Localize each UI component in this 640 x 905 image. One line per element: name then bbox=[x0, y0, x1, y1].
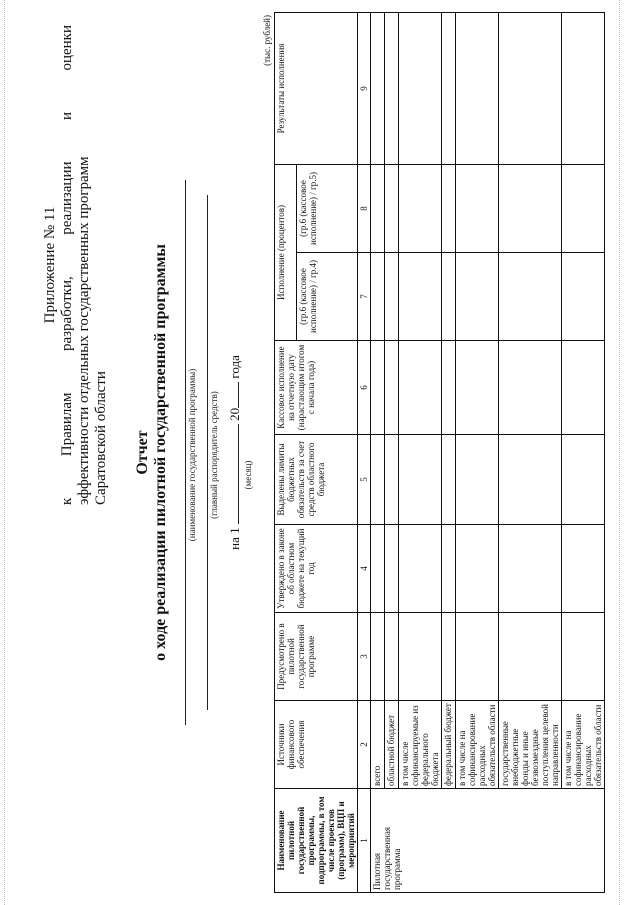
data-cell[interactable] bbox=[499, 341, 562, 435]
data-cell[interactable] bbox=[442, 435, 456, 525]
data-cell[interactable] bbox=[499, 165, 562, 253]
data-cell[interactable] bbox=[499, 435, 562, 525]
data-cell[interactable] bbox=[456, 525, 499, 613]
data-cell[interactable] bbox=[562, 613, 605, 701]
data-cell[interactable] bbox=[371, 435, 385, 525]
appendix-number: Приложение № 11 bbox=[42, 206, 58, 324]
appendix-header bbox=[42, 25, 110, 505]
year-blank bbox=[226, 382, 239, 408]
data-cell[interactable] bbox=[562, 341, 605, 435]
data-cell[interactable] bbox=[499, 13, 562, 165]
data-cell[interactable] bbox=[456, 341, 499, 435]
data-cell[interactable] bbox=[562, 13, 605, 165]
data-cell[interactable] bbox=[371, 613, 385, 701]
data-cell[interactable] bbox=[499, 253, 562, 341]
data-cell[interactable] bbox=[442, 341, 456, 435]
source-cell: государственные внебюджетные фонды и иные безвозмездные поступления целевой направленности bbox=[499, 701, 562, 789]
data-cell[interactable] bbox=[442, 525, 456, 613]
appendix-line-1 bbox=[59, 25, 76, 505]
data-cell[interactable] bbox=[371, 253, 385, 341]
data-cell[interactable] bbox=[442, 613, 456, 701]
data-cell[interactable] bbox=[399, 253, 442, 341]
data-cell[interactable] bbox=[442, 165, 456, 253]
header-results: Результаты исполнения bbox=[275, 13, 358, 165]
column-number: 8 bbox=[358, 165, 371, 253]
column-number: 2 bbox=[358, 701, 371, 789]
data-cell[interactable] bbox=[499, 525, 562, 613]
header-sources: Источники финансового обеспечения bbox=[275, 701, 358, 789]
column-number: 6 bbox=[358, 341, 371, 435]
subheader-percent-1: (гр.6 (кассовое исполнение) / гр.4) bbox=[297, 253, 358, 341]
data-cell[interactable] bbox=[562, 435, 605, 525]
data-cell[interactable] bbox=[371, 525, 385, 613]
header-approved: Утверждено в законе об областном бюджете на текущий год bbox=[275, 525, 358, 613]
appendix-word: оценки bbox=[59, 25, 75, 71]
source-cell: в том числе на софинансирование расходных обязательств области bbox=[456, 701, 499, 789]
data-cell[interactable] bbox=[385, 13, 399, 165]
header-program-name: Наименование пилотной государственной программы, подпрограммы, в том числе проектов (программ), ВЦП и мероприятий bbox=[275, 789, 358, 893]
data-cell[interactable] bbox=[399, 525, 442, 613]
appendix-word: разработки, bbox=[59, 276, 75, 352]
source-cell: в том числе софинансируемые из федерального бюджета bbox=[399, 701, 442, 789]
column-number: 5 bbox=[358, 435, 371, 525]
column-number: 7 bbox=[358, 253, 371, 341]
data-cell[interactable] bbox=[442, 253, 456, 341]
data-cell[interactable] bbox=[371, 13, 385, 165]
data-cell[interactable] bbox=[399, 341, 442, 435]
data-cell[interactable] bbox=[399, 165, 442, 253]
appendix-word: реализации bbox=[59, 161, 75, 235]
data-cell[interactable] bbox=[456, 435, 499, 525]
unit-note: (тыс. рублей) bbox=[262, 15, 272, 66]
data-cell[interactable] bbox=[385, 253, 399, 341]
data-cell[interactable] bbox=[499, 613, 562, 701]
data-cell[interactable] bbox=[385, 165, 399, 253]
data-cell[interactable] bbox=[456, 13, 499, 165]
program-name-line bbox=[185, 180, 186, 725]
column-number: 3 bbox=[358, 613, 371, 701]
period-prefix: на 1 bbox=[227, 527, 242, 550]
program-name-caption: (наименование государственной программы) bbox=[187, 368, 197, 542]
data-cell[interactable] bbox=[562, 165, 605, 253]
month-blank bbox=[226, 424, 239, 524]
appendix-word: Правилам bbox=[59, 392, 75, 457]
header-cash-execution: Кассовое исполнение на отчетную дату (нарастающим итогом с начала года) bbox=[275, 341, 358, 435]
appendix-line-3: Саратовской области bbox=[93, 371, 109, 505]
data-cell[interactable] bbox=[562, 253, 605, 341]
column-number: 9 bbox=[358, 13, 371, 165]
data-cell[interactable] bbox=[371, 341, 385, 435]
subheader-percent-2: (гр.6 (кассовое исполнение) / гр.5) bbox=[297, 165, 358, 253]
month-caption: (месяц) bbox=[243, 460, 253, 490]
data-cell[interactable] bbox=[456, 253, 499, 341]
year-suffix: года bbox=[227, 355, 242, 379]
data-cell[interactable] bbox=[385, 613, 399, 701]
data-cell[interactable] bbox=[442, 13, 456, 165]
column-number: 1 bbox=[358, 789, 371, 893]
data-cell[interactable] bbox=[456, 165, 499, 253]
report-period bbox=[226, 0, 243, 905]
header-execution-percent: Исполнение (процентов) bbox=[275, 165, 297, 341]
report-title: Отчет bbox=[134, 430, 151, 475]
data-cell[interactable] bbox=[385, 435, 399, 525]
column-number: 4 bbox=[358, 525, 371, 613]
data-cell[interactable] bbox=[399, 435, 442, 525]
source-cell: федеральный бюджет bbox=[442, 701, 456, 789]
data-cell[interactable] bbox=[385, 525, 399, 613]
data-cell[interactable] bbox=[385, 341, 399, 435]
data-cell[interactable] bbox=[562, 525, 605, 613]
data-cell[interactable] bbox=[399, 613, 442, 701]
source-cell: всего bbox=[371, 701, 385, 789]
administrator-line bbox=[207, 195, 208, 710]
program-name-cell: Пилотная государственная программа bbox=[371, 789, 605, 893]
data-cell[interactable] bbox=[456, 613, 499, 701]
source-cell: областной бюджет bbox=[385, 701, 399, 789]
appendix-word: к bbox=[59, 497, 75, 505]
data-cell[interactable] bbox=[371, 165, 385, 253]
year-prefix: 20 bbox=[227, 407, 242, 421]
report-subtitle: о ходе реализации пилотной государственной программы bbox=[152, 244, 169, 661]
header-planned: Предусмотрено в пилотной государственной программе bbox=[275, 613, 358, 701]
appendix-word: и bbox=[59, 112, 75, 121]
appendix-line-2: эффективности отдельных государственных программ bbox=[76, 156, 92, 505]
report-table bbox=[274, 12, 605, 893]
header-limits: Выделены лимиты бюджетных обязательств за счет средств областного бюджета bbox=[275, 435, 358, 525]
data-cell[interactable] bbox=[399, 13, 442, 165]
source-cell: в том числе на софинансирование расходных обязательств области bbox=[562, 701, 605, 789]
administrator-caption: (главный распорядитель средств) bbox=[209, 391, 219, 519]
